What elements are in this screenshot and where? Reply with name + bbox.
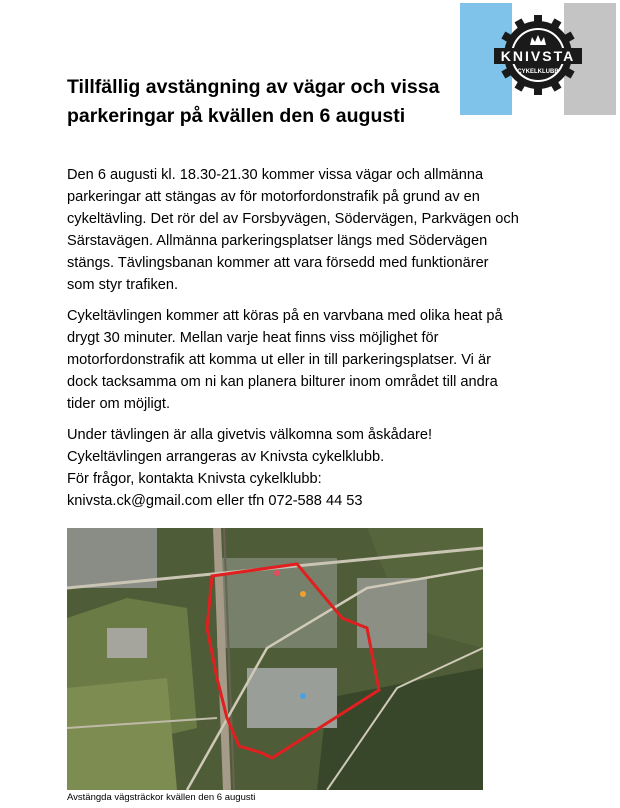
route-map <box>67 528 483 790</box>
title-line-2: parkeringar på kvällen den 6 augusti <box>67 105 406 127</box>
logo-sub-text: CYKELKLUBB <box>517 69 559 75</box>
paragraph-2 <box>67 305 557 415</box>
text-line: Under tävlingen är alla givetvis välkomna som åskådare! <box>67 427 433 443</box>
logo-emblem <box>460 3 616 115</box>
text-line: parkeringar att stängas av för motorfordonstrafik på grund av en <box>67 189 480 205</box>
paragraph-3 <box>67 424 557 512</box>
text-line: som styr trafiken. <box>67 277 179 293</box>
text-line: drygt 30 minuter. Mellan varje heat finns viss möjlighet för <box>67 330 439 346</box>
contact-line: knivsta.ck@gmail.com eller tfn 072-588 44 53 <box>67 493 363 509</box>
title-line-1: Tillfällig avstängning av vägar och vissa <box>67 76 440 98</box>
text-line: Cykeltävlingen kommer att köras på en varvbana med olika heat på <box>67 308 503 324</box>
text-line: dock tacksamma om ni kan planera bilturer inom området till andra <box>67 374 498 390</box>
text-line: motorfordonstrafik att komma ut eller in till parkeringsplatser. Vi är <box>67 352 491 368</box>
map-marker-icon <box>300 591 306 597</box>
map-marker-icon <box>300 693 306 699</box>
text-line: Den 6 augusti kl. 18.30-21.30 kommer vissa vägar och allmänna <box>67 167 484 183</box>
satellite-map-image <box>67 528 483 790</box>
text-line: tider om möjligt. <box>67 396 170 412</box>
text-line: För frågor, kontakta Knivsta cykelklubb: <box>67 471 322 487</box>
body-text <box>67 164 557 521</box>
page-title <box>67 73 467 131</box>
text-line: Cykeltävlingen arrangeras av Knivsta cykelklubb. <box>67 449 385 465</box>
text-line: Särstavägen. Allmänna parkeringsplatser längs med Södervägen <box>67 233 488 249</box>
logo-brand-text: KNIVSTA <box>500 48 576 64</box>
map-caption: Avstängda vägsträckor kvällen den 6 augusti <box>67 792 256 803</box>
text-line: cykeltävling. Det rör del av Forsbyvägen, Södervägen, Parkvägen och <box>67 211 519 227</box>
map-marker-icon <box>274 570 280 576</box>
text-line: stängs. Tävlingsbanan kommer att vara försedd med funktionärer <box>67 255 489 271</box>
paragraph-1 <box>67 164 557 296</box>
